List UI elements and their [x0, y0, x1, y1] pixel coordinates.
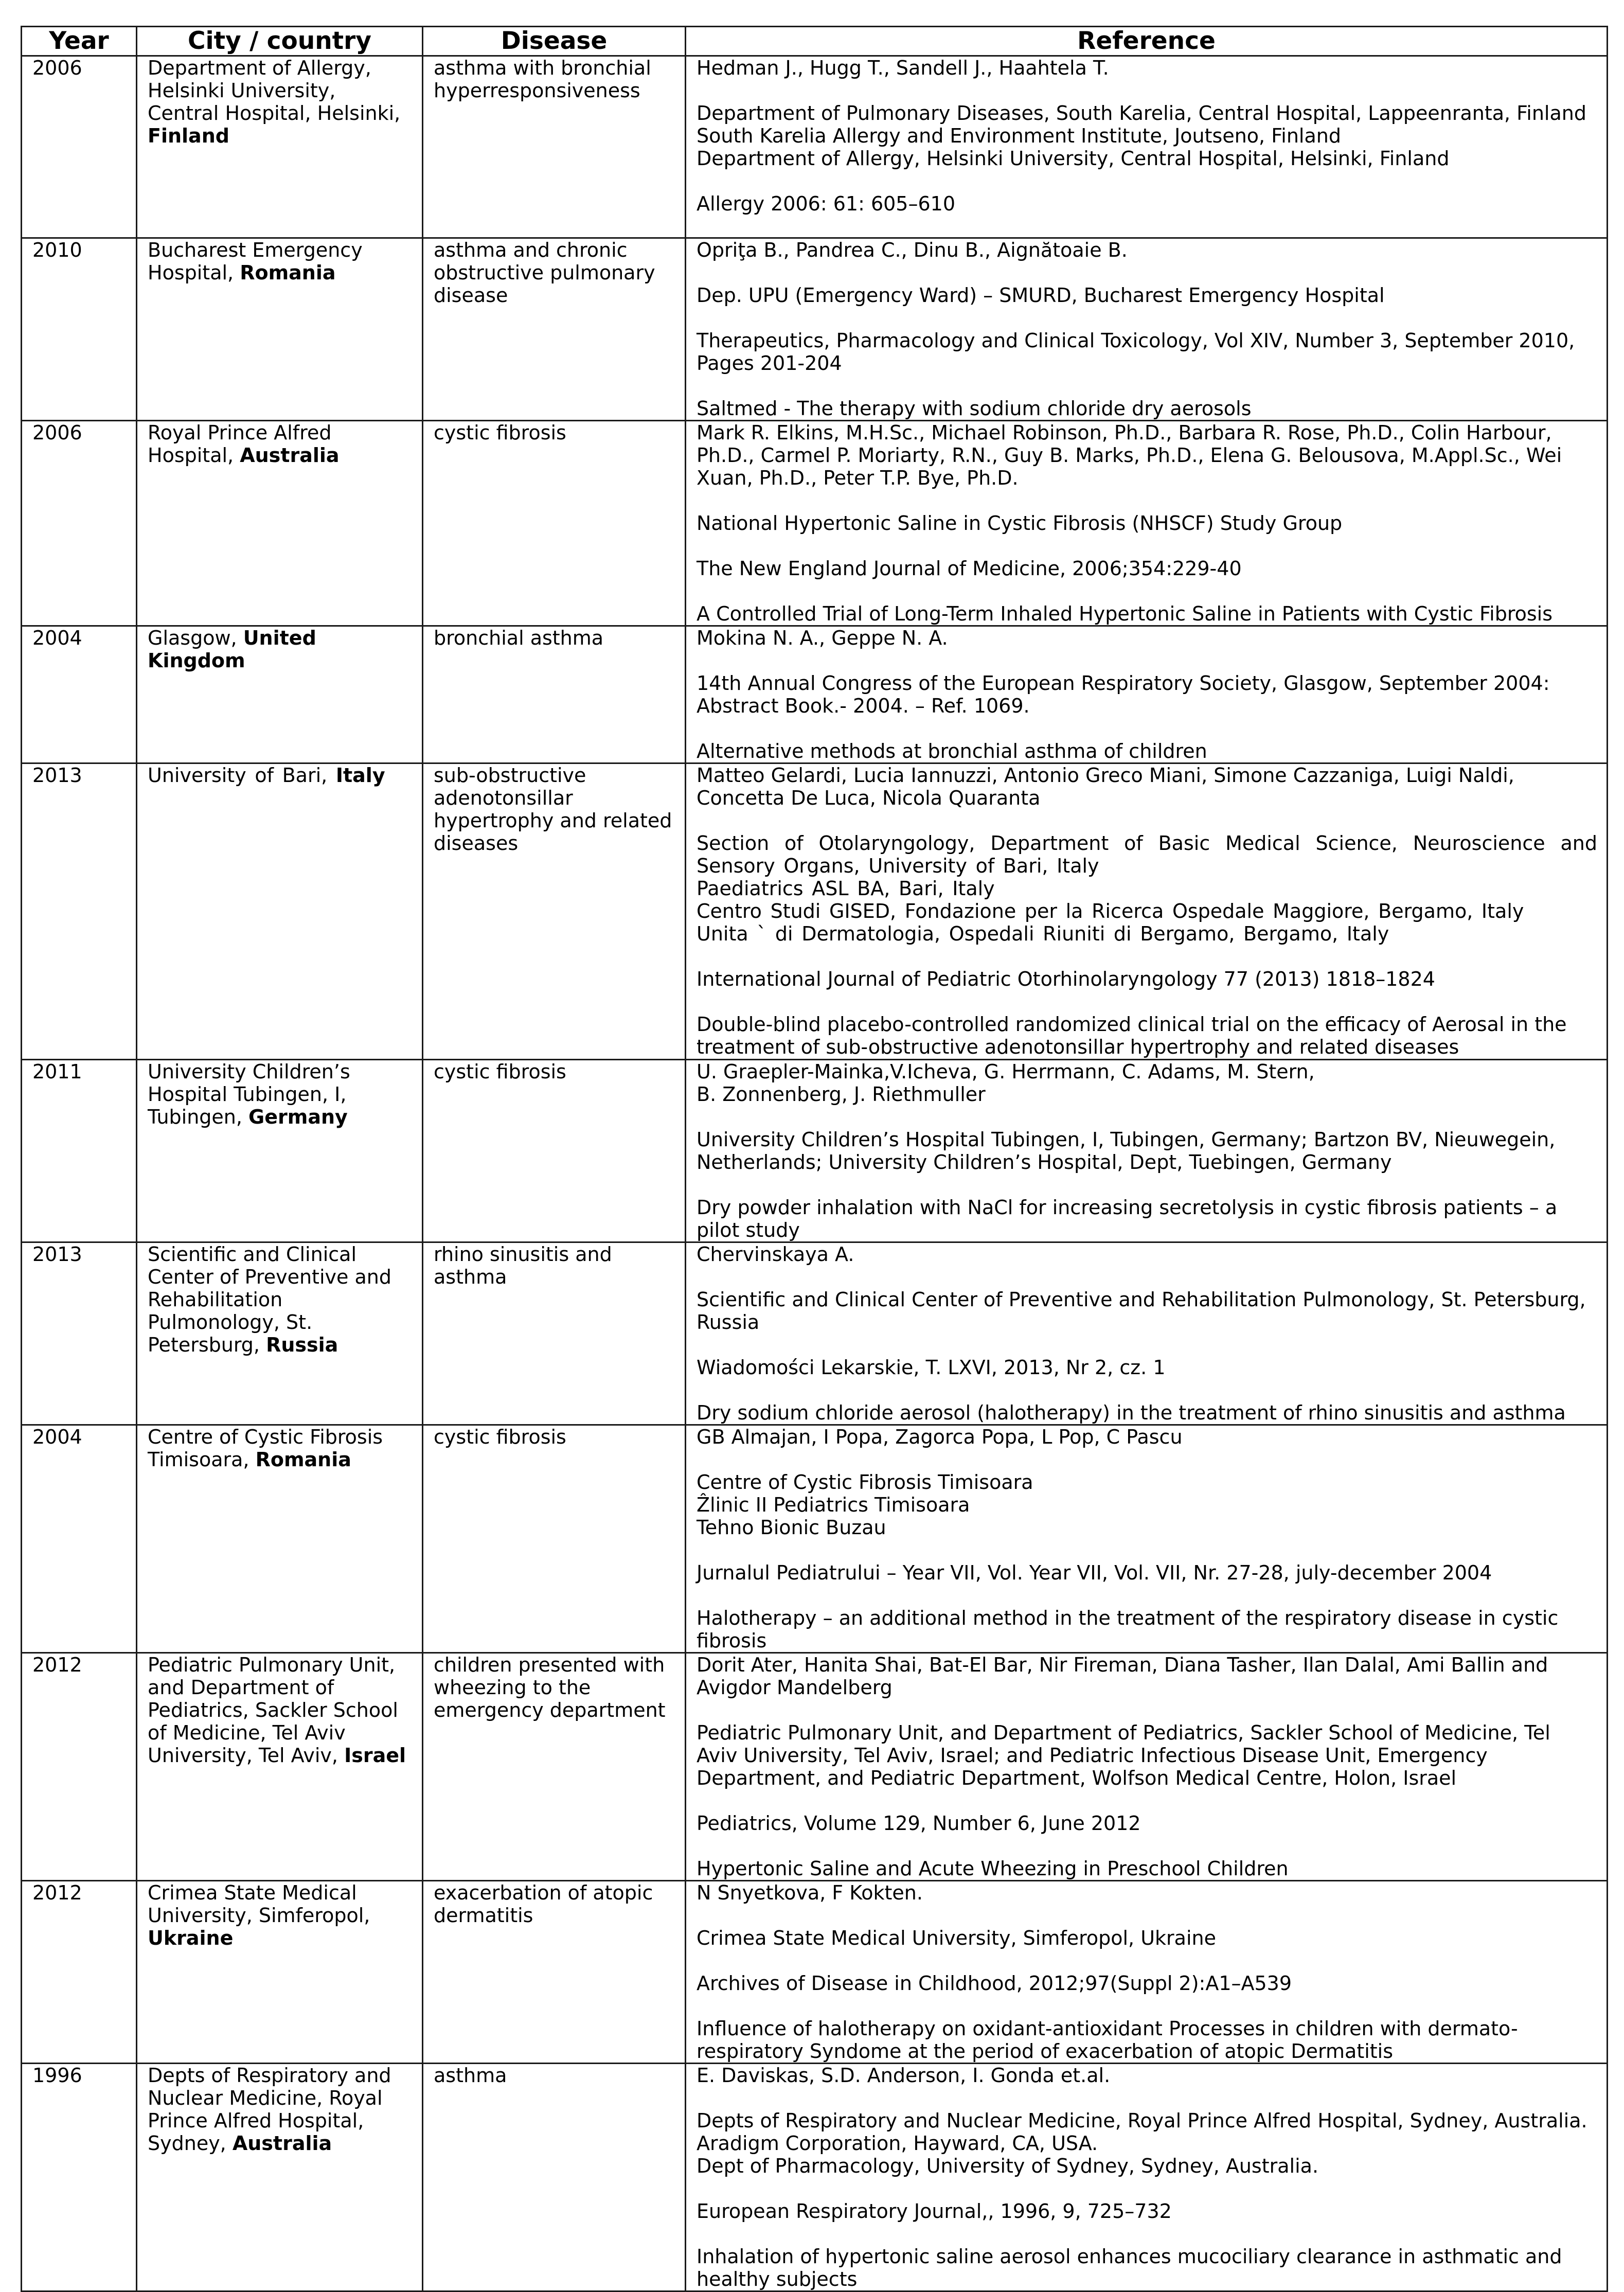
document-page: [21, 26, 1607, 2292]
reference-line: N Snyetkova, F Kokten.: [697, 1881, 923, 1904]
reference-line: Hypertonic Saline and Acute Wheezing in Preschool Children: [697, 1857, 1289, 1880]
reference-line: Dorit Ater, Hanita Shai, Bat-El Bar, Nir Fireman, Diana Tasher, Ilan Dalal, Ami Ballin and Avigdor Mandelberg: [697, 1654, 1548, 1699]
cell-year: 2010: [22, 238, 137, 421]
cell-reference: [686, 1881, 1608, 2064]
cell-city-country: [137, 1881, 423, 2064]
reference-line: The New England Journal of Medicine, 2006;354:229-40: [697, 557, 1242, 580]
country-name: Finland: [148, 125, 229, 147]
city-text: Department of Allergy, Helsinki University, Central Hospital, Helsinki,: [148, 57, 401, 125]
reference-line: Wiadomości Lekarskie, T. LXVI, 2013, Nr 2, cz. 1: [697, 1356, 1166, 1379]
cell-year: 2006: [22, 421, 137, 626]
paragraph-gap: [697, 375, 1597, 397]
cell-city-country: [137, 1060, 423, 1242]
table-row: [22, 2064, 1608, 2291]
cell-disease: bronchial asthma: [423, 626, 686, 763]
city-text: Glasgow,: [148, 627, 243, 649]
reference-line: Hedman J., Hugg T., Sandell J., Haahtela T.: [697, 57, 1109, 79]
cell-reference: [686, 626, 1608, 763]
reference-line: Dep. UPU (Emergency Ward) – SMURD, Bucharest Emergency Hospital: [697, 284, 1385, 307]
reference-line: Centro Studi GISED, Fondazione per la Ricerca Ospedale Maggiore, Bergamo, Italy: [697, 900, 1524, 922]
cell-disease: asthma and chronic obstructive pulmonary disease: [423, 238, 686, 421]
cell-year: 1996: [22, 2064, 137, 2291]
paragraph-gap: [697, 489, 1597, 512]
references-table: [21, 26, 1608, 2292]
reference-line: Pediatrics, Volume 129, Number 6, June 2012: [697, 1812, 1141, 1835]
reference-line: South Karelia Allergy and Environment Institute, Joutseno, Finland: [697, 125, 1341, 147]
paragraph-gap: [697, 809, 1597, 832]
reference-line: Saltmed - The therapy with sodium chloride dry aerosols: [697, 397, 1252, 420]
reference-line: Influence of halotherapy on oxidant-antioxidant Processes in children with dermato-respiratory Syndome at the period of exacerbation of atopic Dermatitis: [697, 2017, 1518, 2063]
reference-line: Depts of Respiratory and Nuclear Medicine, Royal Prince Alfred Hospital, Sydney, Australia.: [697, 2109, 1587, 2132]
country-name: United Kingdom: [148, 627, 316, 672]
cell-reference: [686, 56, 1608, 238]
reference-line: E. Daviskas, S.D. Anderson, I. Gonda et.al.: [697, 2064, 1111, 2087]
cell-city-country: [137, 626, 423, 763]
cell-reference: [686, 1060, 1608, 1242]
city-text: University of Bari,: [148, 764, 336, 787]
reference-line: GB Almajan, I Popa, Zagorca Popa, L Pop, C Pascu: [697, 1426, 1183, 1448]
table-row: [22, 763, 1608, 1060]
cell-disease: asthma: [423, 2064, 686, 2291]
reference-line: Double-blind placebo-controlled randomized clinical trial on the efficacy of Aerosal in the treatment of sub-obstructive adenotonsillar hypertrophy and related diseases: [697, 1013, 1567, 1058]
reference-line: European Respiratory Journal,, 1996, 9, 725–732: [697, 2200, 1172, 2223]
table-row: [22, 1242, 1608, 1425]
paragraph-gap: [697, 1835, 1597, 1857]
reference-line: Centre of Cystic Fibrosis Timisoara: [697, 1471, 1033, 1494]
reference-line: Mokina N. A., Geppe N. A.: [697, 627, 948, 649]
cell-disease: exacerbation of atopic dermatitis: [423, 1881, 686, 2064]
cell-year: 2013: [22, 763, 137, 1060]
reference-line: Halotherapy – an additional method in the treatment of the respiratory disease in cystic fibrosis: [697, 1607, 1559, 1652]
reference-line: B. Zonnenberg, J. Riethmuller: [697, 1083, 986, 1106]
cell-disease: rhino sinusitis and asthma: [423, 1242, 686, 1425]
reference-line: University Children’s Hospital Tubingen, I, Tubingen, Germany; Bartzon BV, Nieuwegein, Netherlands; University Children’s Hospital, Dept, Tuebingen, Germany: [697, 1128, 1556, 1174]
reference-line: Aradigm Corporation, Hayward, CA, USA.: [697, 2132, 1098, 2155]
table-row: [22, 626, 1608, 763]
reference-line: Department of Pulmonary Diseases, South Karelia, Central Hospital, Lappeenranta, Finland: [697, 102, 1586, 125]
cell-reference: [686, 421, 1608, 626]
city-text: Bucharest Emergency Hospital,: [148, 239, 363, 284]
table-row: [22, 238, 1608, 421]
city-text: Pediatric Pulmonary Unit, and Department of Pediatrics, Sackler School of Medicine, Tel Aviv University, Tel Aviv,: [148, 1654, 398, 1767]
reference-line: Therapeutics, Pharmacology and Clinical Toxicology, Vol XIV, Number 3, September 2010, Pages 201-204: [697, 329, 1575, 375]
reference-line: Department of Allergy, Helsinki University, Central Hospital, Helsinki, Finland: [697, 147, 1450, 170]
paragraph-gap: [697, 261, 1597, 284]
city-text: Centre of Cystic Fibrosis Timisoara,: [148, 1426, 383, 1471]
reference-line: Inhalation of hypertonic saline aerosol enhances mucociliary clearance in asthmatic and healthy subjects: [697, 2245, 1562, 2290]
paragraph-gap: [697, 1949, 1597, 1972]
country-name: Romania: [255, 1448, 351, 1471]
reference-line: Mark R. Elkins, M.H.Sc., Michael Robinson, Ph.D., Barbara R. Rose, Ph.D., Colin Harbour, Ph.D., Carmel P. Moriarty, R.N., Guy B. Marks, Ph.D., Elena G. Belousova, M.Appl.Sc., Wei Xuan, Ph.D., Peter T.P. Bye, Ph.D.: [697, 421, 1562, 489]
reference-line: Scientific and Clinical Center of Preventive and Rehabilitation Pulmonology, St. Petersburg, Russia: [697, 1288, 1586, 1334]
table-row: [22, 1425, 1608, 1653]
city-text: Scientific and Clinical Center of Preventive and Rehabilitation Pulmonology, St. Petersburg,: [148, 1243, 391, 1356]
paragraph-gap: [697, 1106, 1597, 1128]
country-name: Germany: [248, 1106, 348, 1128]
cell-city-country: [137, 763, 423, 1060]
header-year: Year: [22, 27, 137, 56]
paragraph-gap: [697, 1539, 1597, 1561]
table-header-row: [22, 27, 1608, 56]
reference-line: Allergy 2006: 61: 605–610: [697, 192, 956, 215]
reference-line: Dry sodium chloride aerosol (halotherapy) in the treatment of rhino sinusitis and asthma: [697, 1401, 1566, 1424]
cell-year: 2006: [22, 56, 137, 238]
paragraph-gap: [697, 2087, 1597, 2109]
table-row: [22, 1881, 1608, 2064]
country-name: Italy: [335, 764, 385, 787]
reference-line: Pediatric Pulmonary Unit, and Department of Pediatrics, Sackler School of Medicine, Tel Aviv University, Tel Aviv, Israel; and Pediatric Infectious Disease Unit, Emergency Department, and Pediatric Department, Wolfson Medical Centre, Holon, Israel: [697, 1721, 1550, 1789]
paragraph-gap: [697, 649, 1597, 672]
paragraph-gap: [697, 990, 1597, 1013]
reference-line: Jurnalul Pediatrului – Year VII, Vol. Year VII, Vol. VII, Nr. 27-28, july-december 2004: [697, 1561, 1492, 1584]
paragraph-gap: [697, 1699, 1597, 1721]
cell-reference: [686, 1425, 1608, 1653]
cell-disease: cystic fibrosis: [423, 1425, 686, 1653]
paragraph-gap: [697, 2223, 1597, 2245]
paragraph-gap: [697, 717, 1597, 740]
reference-line: 14th Annual Congress of the European Respiratory Society, Glasgow, September 2004: Abstract Book.- 2004. – Ref. 1069.: [697, 672, 1550, 717]
cell-city-country: [137, 56, 423, 238]
cell-disease: children presented with wheezing to the emergency department: [423, 1653, 686, 1881]
country-name: Australia: [232, 2132, 332, 2155]
city-text: Crimea State Medical University, Simferopol,: [148, 1881, 370, 1927]
reference-line: International Journal of Pediatric Otorhinolaryngology 77 (2013) 1818–1824: [697, 968, 1435, 990]
cell-year: 2004: [22, 1425, 137, 1653]
cell-reference: [686, 238, 1608, 421]
cell-city-country: [137, 1653, 423, 1881]
cell-disease: cystic fibrosis: [423, 1060, 686, 1242]
cell-city-country: [137, 421, 423, 626]
reference-line: Matteo Gelardi, Lucia Iannuzzi, Antonio Greco Miani, Simone Cazzaniga, Luigi Naldi, Concetta De Luca, Nicola Quaranta: [697, 764, 1514, 809]
reference-line: Dry powder inhalation with NaCl for increasing secretolysis in cystic fibrosis patients – a pilot study: [697, 1196, 1558, 1241]
cell-reference: [686, 1242, 1608, 1425]
paragraph-gap: [697, 1995, 1597, 2017]
city-text: University Children’s Hospital Tubingen, I, Tubingen,: [148, 1060, 350, 1128]
country-name: Australia: [240, 444, 340, 467]
cell-year: 2011: [22, 1060, 137, 1242]
city-text: Depts of Respiratory and Nuclear Medicine, Royal Prince Alfred Hospital, Sydney,: [148, 2064, 391, 2155]
reference-line: Chervinskaya A.: [697, 1243, 854, 1266]
cell-reference: [686, 2064, 1608, 2291]
reference-line: Dept of Pharmacology, University of Sydney, Sydney, Australia.: [697, 2155, 1319, 2177]
cell-year: 2012: [22, 1653, 137, 1881]
table-row: [22, 1653, 1608, 1881]
country-name: Russia: [266, 1334, 338, 1356]
paragraph-gap: [697, 2177, 1597, 2200]
paragraph-gap: [697, 535, 1597, 557]
paragraph-gap: [697, 1904, 1597, 1927]
paragraph-gap: [697, 1448, 1597, 1471]
cell-reference: [686, 1653, 1608, 1881]
cell-city-country: [137, 1242, 423, 1425]
cell-city-country: [137, 1425, 423, 1653]
cell-year: 2004: [22, 626, 137, 763]
cell-disease: asthma with bronchial hyperresponsiveness: [423, 56, 686, 238]
reference-line: Unita ` di Dermatologia, Ospedali Riuniti di Bergamo, Bergamo, Italy: [697, 922, 1389, 945]
reference-line: National Hypertonic Saline in Cystic Fibrosis (NHSCF) Study Group: [697, 512, 1343, 535]
cell-disease: cystic fibrosis: [423, 421, 686, 626]
city-text: Royal Prince Alfred Hospital,: [148, 421, 332, 467]
reference-line: U. Graepler-Mainka,V.Icheva, G. Herrmann, C. Adams, M. Stern,: [697, 1060, 1315, 1083]
reference-line: Alternative methods at bronchial asthma of children: [697, 740, 1207, 762]
table-row: [22, 1060, 1608, 1242]
country-name: Ukraine: [148, 1927, 234, 1949]
header-city-country: City / country: [137, 27, 423, 56]
country-name: Israel: [344, 1744, 406, 1767]
paragraph-gap: [697, 307, 1597, 329]
reference-line: Crimea State Medical University, Simferopol, Ukraine: [697, 1927, 1216, 1949]
reference-line: Paediatrics ASL BA, Bari, Italy: [697, 877, 995, 900]
paragraph-gap: [697, 1266, 1597, 1288]
paragraph-gap: [697, 79, 1597, 102]
reference-line: Archives of Disease in Childhood, 2012;97(Suppl 2):A1–A539: [697, 1972, 1292, 1995]
cell-disease: sub-obstructive adenotonsillar hypertrophy and related diseases: [423, 763, 686, 1060]
reference-line: Tehno Bionic Buzau: [697, 1516, 886, 1539]
paragraph-gap: [697, 1584, 1597, 1607]
reference-line: Opriţa B., Pandrea C., Dinu B., Aignătoaie B.: [697, 239, 1128, 261]
reference-line: Ẑlinic II Pediatrics Timisoara: [697, 1494, 970, 1516]
table-row: [22, 56, 1608, 238]
country-name: Romania: [240, 261, 336, 284]
table-row: [22, 421, 1608, 626]
reference-line: A Controlled Trial of Long-Term Inhaled Hypertonic Saline in Patients with Cystic Fibrosis: [697, 602, 1553, 625]
paragraph-gap: [697, 1334, 1597, 1356]
cell-year: 2012: [22, 1881, 137, 2064]
paragraph-gap: [697, 1379, 1597, 1401]
cell-year: 2013: [22, 1242, 137, 1425]
table-body: [22, 56, 1608, 2291]
paragraph-gap: [697, 945, 1597, 968]
header-reference: Reference: [686, 27, 1608, 56]
cell-city-country: [137, 238, 423, 421]
reference-line: Section of Otolaryngology, Department of Basic Medical Science, Neuroscience and Sensory Organs, University of Bari, Italy: [697, 832, 1597, 877]
paragraph-gap: [697, 1789, 1597, 1812]
paragraph-gap: [697, 1174, 1597, 1196]
paragraph-gap: [697, 170, 1597, 192]
header-disease: Disease: [423, 27, 686, 56]
cell-reference: [686, 763, 1608, 1060]
paragraph-gap: [697, 580, 1597, 602]
cell-city-country: [137, 2064, 423, 2291]
